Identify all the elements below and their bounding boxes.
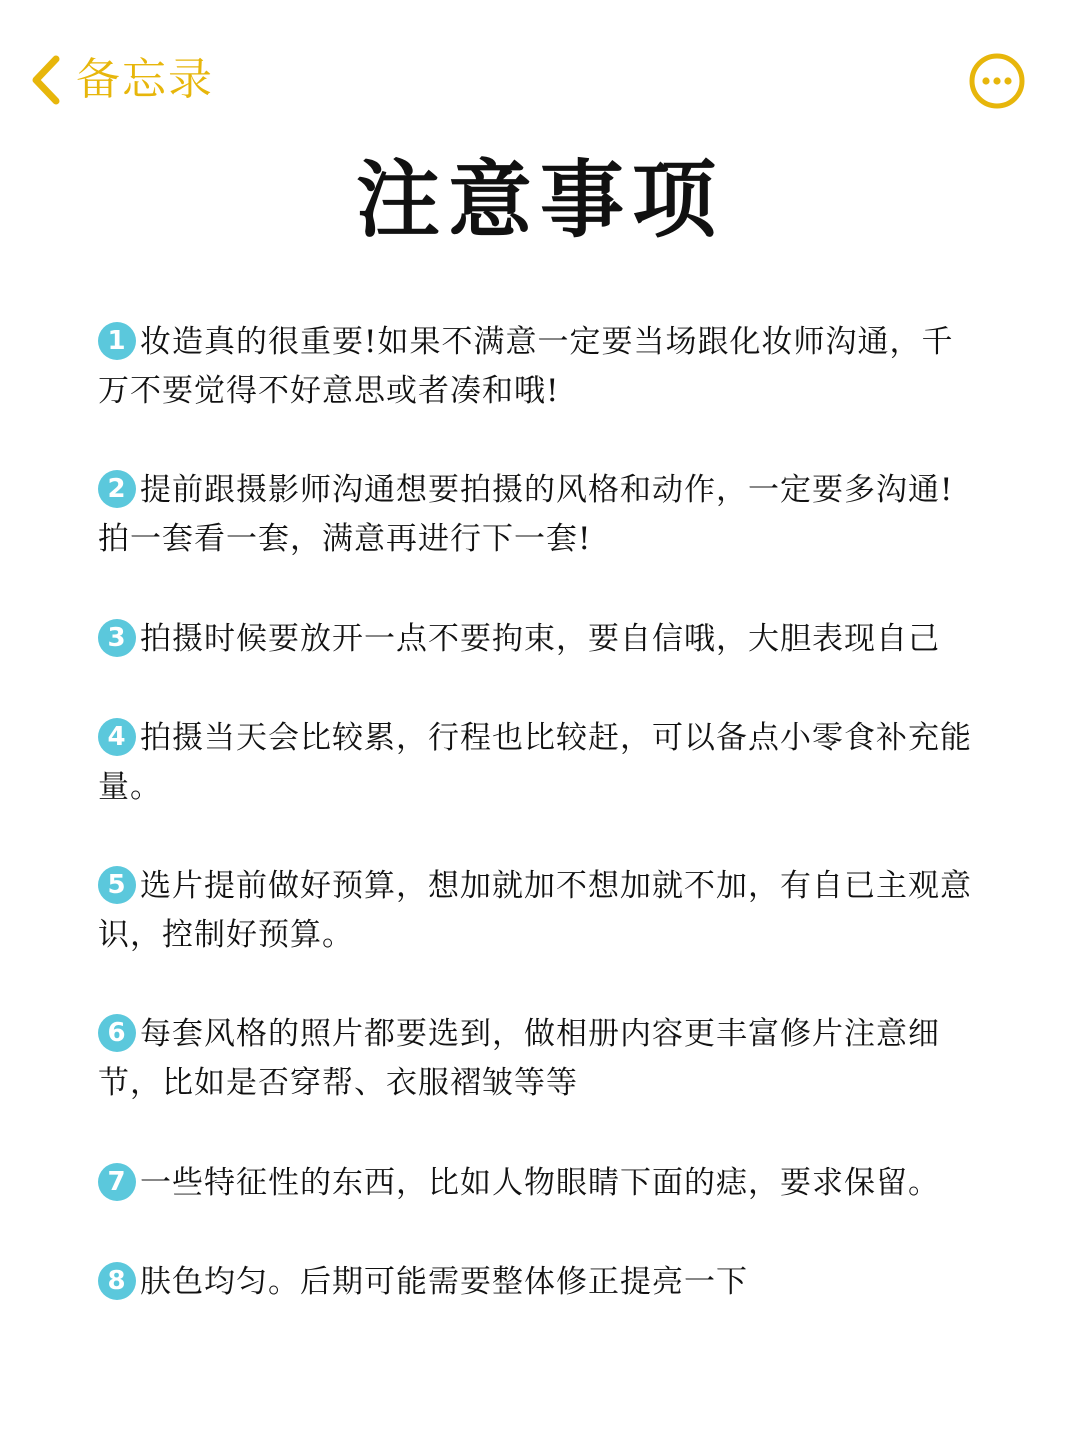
number-badge: 5: [98, 866, 136, 904]
note-text: 一些特征性的东西，比如人物眼睛下面的痣，要求保留。: [140, 1165, 940, 1201]
number-badge: 1: [98, 322, 136, 360]
navigation-bar: [0, 0, 1080, 150]
note-item-5: [98, 862, 978, 960]
note-text: 肤色均匀。后期可能需要整体修正提亮一下: [140, 1264, 748, 1300]
note-text: 妆造真的很重要!如果不满意一定要当场跟化妆师沟通，千万不要觉得不好意思或者凑和哦!: [98, 324, 954, 409]
note-item-7: [98, 1159, 978, 1208]
note-item-1: [98, 318, 978, 416]
note-item-2: [98, 466, 978, 564]
number-badge: 2: [98, 470, 136, 508]
more-options-icon: [968, 52, 1026, 110]
note-item-4: [98, 714, 978, 812]
note-text: 提前跟摄影师沟通想要拍摄的风格和动作，一定要多沟通!拍一套看一套，满意再进行下一套!: [98, 472, 954, 557]
number-badge: 8: [98, 1262, 136, 1300]
page-title: 注意事项: [355, 150, 724, 249]
chevron-left-icon: [28, 55, 62, 105]
back-label: 备忘录: [76, 54, 214, 105]
note-item-6: [98, 1010, 978, 1108]
note-text: 每套风格的照片都要选到，做相册内容更丰富修片注意细节，比如是否穿帮、衣服褶皱等等: [98, 1016, 940, 1101]
more-options-button[interactable]: [968, 52, 1026, 110]
number-badge: 3: [98, 619, 136, 657]
note-text: 拍摄当天会比较累，行程也比较赶，可以备点小零食补充能量。: [98, 720, 972, 805]
number-badge: 7: [98, 1163, 136, 1201]
back-button[interactable]: [28, 50, 214, 110]
note-item-8: [98, 1258, 978, 1307]
note-item-3: [98, 615, 978, 664]
note-text: 拍摄时候要放开一点不要拘束，要自信哦，大胆表现自己: [140, 621, 940, 657]
number-badge: 4: [98, 718, 136, 756]
note-text: 选片提前做好预算，想加就加不想加就不加，有自已主观意识，控制好预算。: [98, 868, 972, 953]
number-badge: 6: [98, 1014, 136, 1052]
